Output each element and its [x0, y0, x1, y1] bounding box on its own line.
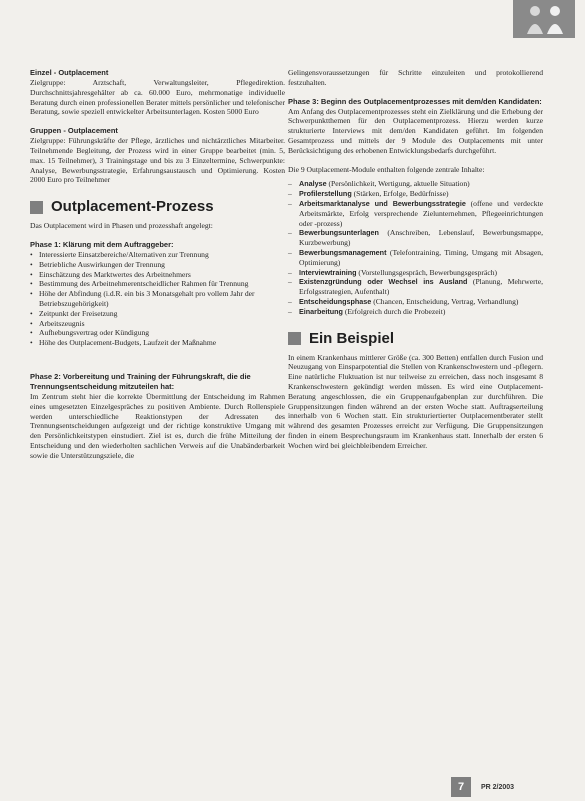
list-item: • Höhe des Outplacement-Budgets, Laufzeit der Maßnahme: [30, 338, 285, 348]
list-item: • Arbeitszeugnis: [30, 319, 285, 329]
gruppen-outplacement-text: Zielgruppe: Führungskräfte der Pflege, ärztliches und nichtärztliches Mitarbeiter. Teilnehmende Begleitung, der Prozess wird in einer Gruppe bearbeitet (min. 5, max. 15 Teilnehmer), 3 Trainingstage und bis zu 3 Einzeltermine, Schwerpunkte: Analyse, Bewerbungsstrategie, Erfahrungsaustausch und Optimierung. Kosten 2000 Euro pro Teilnehmer: [30, 136, 285, 185]
list-item: • Betriebliche Auswirkungen der Trennung: [30, 260, 285, 270]
section-marker-icon: [30, 201, 43, 214]
phase1-list: [30, 250, 285, 348]
list-item: – Analyse (Persönlichkeit, Wertigung, aktuelle Situation): [288, 179, 543, 189]
list-item: – Entscheidungsphase (Chancen, Entscheidung, Vertrag, Verhandlung): [288, 297, 543, 307]
list-item: – Einarbeitung (Erfolgreich durch die Probezeit): [288, 307, 543, 317]
section-heading-outplacement-prozess: [30, 199, 285, 215]
list-item: – Arbeitsmarktanalyse und Bewerbungsstrategie (offene und verdeckte Arbeitsmärkte, Erfolg versprechende Zielunternehmen, Pflegeeinrichtungen oder -prozess): [288, 199, 543, 228]
list-item: – Interviewtraining (Vorstellungsgespräch, Bewerbungsgespräch): [288, 268, 543, 278]
phase3-heading: Phase 3: Beginn des Outplacementprozesses mit dem/den Kandidaten:: [288, 96, 542, 106]
phase2-heading: Phase 2: Vorbereitung und Training der Führungskraft, die die Trennungsentscheidung mitzuteilen hat:: [30, 371, 251, 391]
modules-list: [288, 179, 543, 316]
phase2-continuation: Gelingensvoraussetzungen für Schritte einzuleiten und protokollierend festzuhalten.: [288, 68, 543, 87]
right-column: [288, 68, 543, 451]
section-heading-text: Outplacement-Prozess: [51, 198, 214, 216]
section-heading-ein-beispiel: [288, 331, 543, 347]
page-footer: [451, 777, 514, 797]
page-number: 7: [451, 777, 471, 797]
einzel-outplacement-heading: Einzel - Outplacement: [30, 68, 109, 77]
publisher-logo-icon: [513, 0, 575, 38]
list-item: • Zeitpunkt der Freisetzung: [30, 309, 285, 319]
list-item: – Bewerbungsmanagement (Telefontraining, Timing, Umgang mit Absagen, Optimierung): [288, 248, 543, 268]
list-item: • Interessierte Einsatzbereiche/Alternativen zur Trennung: [30, 250, 285, 260]
issue-label: PR 2/2003: [481, 783, 515, 791]
list-item: – Bewerbungsunterlagen (Anschreiben, Lebenslauf, Bewerbungsmappe, Kurzbewerbung): [288, 228, 543, 248]
gruppen-outplacement-heading: Gruppen - Outplacement: [30, 126, 118, 136]
list-item: • Aufhebungsvertrag oder Kündigung: [30, 328, 285, 338]
phase2-text: Im Zentrum steht hier die korrekte Übermittlung der Entscheidung im Rahmen eines umgesetzten Einzelgespräches zu positiven Ambiente. Durch Rollenspiele werden unterschiedliche Reaktionstypen der Adressaten des Trennungsentscheidungen aufgezeigt und der richtige konstruktive Umgang mit den Persönlichkeitstypen einstudiert. Ziel ist es, durch die frühe Mitteilung der Entscheidung und den wiederholten sachlichen Verweis auf die Unabänderbarkeit sowie die Unterstützungsziele, die: [30, 391, 285, 460]
list-item: • Einschätzung des Marktwertes des Arbeitnehmers: [30, 270, 285, 280]
phase1-heading: Phase 1: Klärung mit dem Auftraggeber:: [30, 239, 174, 249]
list-item: – Profilerstellung (Stärken, Erfolge, Bedürfnisse): [288, 189, 543, 199]
section-marker-icon: [288, 332, 301, 345]
list-item: • Bestimmung des Arbeitnehmerentscheidlicher Rahmen für Trennung: [30, 279, 285, 289]
einzel-outplacement-text: Zielgruppe: Arztschaft, Verwaltungsleiter, Pflegedirektion. Durchschnittsjahresgehälter ab ca. 60.000 Euro, mehrmonatige individuelle Beratung durch einen professionellen Berater mittels persönlicher und telefonischer Beratung, sowie speziell entwickelter Arbeitsunterlagen. Kosten 5000 Euro: [30, 78, 285, 117]
left-column: [30, 68, 285, 461]
list-item: – Existenzgründung oder Wechsel ins Ausland (Planung, Mehrwerte, Erfolgsstrategien, Aufenthalt): [288, 277, 543, 297]
list-item: • Höhe der Abfindung (i.d.R. ein bis 3 Monatsgehalt pro vollem Jahr der Betriebszugehörigkeit): [30, 289, 285, 309]
process-intro: Das Outplacement wird in Phasen und prozesshaft angelegt:: [30, 221, 213, 231]
section-heading-text: Ein Beispiel: [309, 329, 395, 347]
example-text: In einem Krankenhaus mittlerer Größe (ca. 300 Betten) entfallen durch Fusion und Neuzugang von Einsparpotential die Stellen von Krankenschwestern und -pflegern. Eine natürliche Fluktuation ist nur teilweise zu erreichen, dass noch insgesamt 8 Krankenschwestern gekündigt werden müssen. Es wird eine Outplacement-Beratung angeschlossen, die ein Gruppenaufgabenplan zur durchführen. Die Gruppensitzungen finden während an der ersten Woche statt. Auftragserteilung innerhalb von 6 Wochen statt. Ein strukturiertierter Outplacementberater stellt während des gesamten Prozesses erreicht zur Verfügung. Die Gruppensitzungen finden in einem Besprechungsraum im Krankenhaus statt. Innerhalb der ersten 6 Wochen wird bei gleichbleibendem Erreicher.: [288, 352, 543, 450]
modules-intro: Die 9 Outplacement-Module enthalten folgende zentrale Inhalte:: [288, 164, 485, 174]
phase3-text: Am Anfang des Outplacementprozesses steht ein Zielklärung und die Erhebung der Schwerpunktthemen für den Outplacementprozess. Hierzu werden kurze strukturierte Interviews mit dem/den Kandidaten geführt. Im folgenden Gesamtprozess und mittels der 9 Module des Outplacements mit unter Berücksichtigung des erhobenen Entwicklungsbedarfs durchgeführt.: [288, 106, 543, 155]
